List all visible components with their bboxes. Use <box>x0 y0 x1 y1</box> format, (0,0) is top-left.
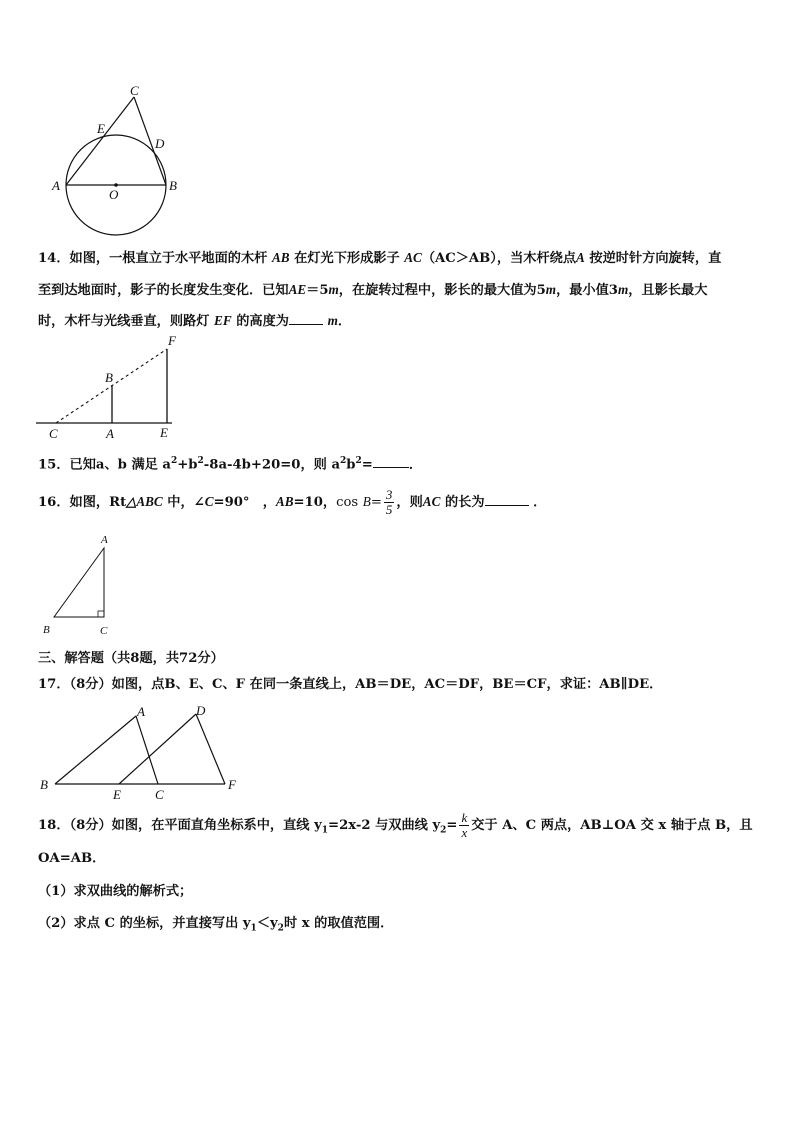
q14-text: 的高度为 <box>236 314 289 329</box>
answer-blank[interactable] <box>485 493 529 506</box>
question-number: 14． <box>38 251 70 266</box>
q15-text: +b <box>177 457 198 473</box>
label-B: B <box>105 370 113 385</box>
subscript: 1 <box>250 923 257 934</box>
label-A: A <box>106 426 114 441</box>
answer-blank[interactable] <box>289 312 323 325</box>
subscript: 2 <box>440 825 447 836</box>
q14-text: ，最小值3 <box>556 283 618 298</box>
q18-text: （2）求点 C 的坐标，并直接写出 y <box>38 916 251 931</box>
q14-unit: m <box>545 282 557 297</box>
q16-text: 的长为 <box>444 495 485 510</box>
q14-unit: m <box>328 282 339 297</box>
subscript: 1 <box>321 825 329 836</box>
label-F: F <box>228 777 236 792</box>
figure-q14 <box>36 334 186 444</box>
q15 <box>38 451 758 475</box>
question-number: 15． <box>38 457 70 473</box>
q14-ae: AE <box>288 282 307 297</box>
figure-q17 <box>38 700 248 804</box>
q14-line-3 <box>38 311 758 332</box>
label-E: E <box>97 121 105 136</box>
q15-text: b <box>346 457 356 473</box>
exponent: 2 <box>340 456 347 466</box>
q18-text: 交于 A、C 两点，AB⊥OA 交 x 轴于点 B，且 <box>471 818 753 833</box>
q14-unit: m <box>618 282 629 297</box>
label-B: B <box>169 178 177 193</box>
q14-ac: AC <box>404 250 422 265</box>
q18-text: = <box>446 818 458 833</box>
q16-cos: cos <box>336 495 359 510</box>
q16-c: C <box>204 494 214 509</box>
q16-b: B <box>362 494 371 509</box>
fraction-numerator: 3 <box>385 487 393 502</box>
section-heading: 三、解答题（共8题，共72分） <box>38 651 224 666</box>
label-C: C <box>155 787 164 802</box>
q14-text: 至到达地面时，影子的长度发生变化．已知 <box>38 283 289 298</box>
answer-blank[interactable] <box>373 455 409 468</box>
label-A: A <box>137 704 145 719</box>
q16 <box>38 484 758 521</box>
question-number: 16． <box>38 495 70 510</box>
q17: 17．（8分）如图，点B、E、C、F 在同一条直线上，AB＝DE，AC＝DF，BE＝CF，求证：AB∥DE． <box>38 677 663 692</box>
label-A: A <box>52 178 60 193</box>
label-E: E <box>160 425 168 440</box>
q14-text: 如图，一根直立于水平地面的木杆 <box>69 251 268 266</box>
q14-ef: EF <box>214 313 232 328</box>
q15-text: = <box>361 457 373 473</box>
q14-text: 时，木杆与光线垂直，则路灯 <box>38 314 210 329</box>
q14-text: ，且影长最大 <box>628 283 708 298</box>
figure-q13 <box>40 84 190 244</box>
q14-text: ＝5 <box>306 283 329 298</box>
q18-text: 18．（8分）如图，在平面直角坐标系中，直线 y <box>38 818 322 833</box>
q14-text: ． <box>337 314 352 329</box>
label-B: B <box>43 624 50 636</box>
label-B: B <box>40 777 48 792</box>
q14-line-1 <box>38 248 758 269</box>
q16-text: 中，∠ <box>162 495 205 510</box>
q14-line-2 <box>38 280 758 301</box>
q18-part-2 <box>38 914 758 939</box>
fraction-numerator: k <box>461 810 468 825</box>
figure-q16 <box>38 530 128 642</box>
q16-ac: AC <box>422 494 441 509</box>
q18-part-1: （1）求双曲线的解析式； <box>38 884 193 899</box>
label-C: C <box>100 625 108 637</box>
q14-text: ，在旋转过程中，影长的最大值为5 <box>338 283 546 298</box>
q15-text: 已知a、b 满足 a <box>69 457 171 473</box>
q14-text: 在灯光下形成影子 <box>294 251 400 266</box>
q14-a: A <box>576 250 585 265</box>
q16-text: ，则 <box>396 495 423 510</box>
q16-text: 如图，Rt <box>69 495 127 510</box>
fraction-denominator: x <box>461 825 468 840</box>
q18-text: 时 x 的取值范围． <box>283 916 394 931</box>
label-D: D <box>196 703 206 718</box>
label-D: D <box>155 136 165 151</box>
q14-text: 按逆时针方向旋转，直 <box>589 251 722 266</box>
q14-paren: （AC＞AB） <box>421 251 497 266</box>
q14-unit: m <box>327 313 338 328</box>
q16-text: =90° ， <box>213 495 276 510</box>
exponent: 2 <box>355 456 362 466</box>
q14-ab: AB <box>271 250 290 265</box>
label-E: E <box>113 787 121 802</box>
label-O: O <box>109 187 119 202</box>
q18-text: ＜y <box>256 916 278 931</box>
q14-text: ，当木杆绕点 <box>496 251 577 266</box>
subscript: 2 <box>277 923 284 934</box>
exponent: 2 <box>197 456 204 466</box>
fraction-3-5 <box>384 488 395 517</box>
q18-line-1 <box>38 808 758 849</box>
label-F: F <box>168 333 176 348</box>
q16-triangle: △ABC <box>126 494 163 509</box>
fraction-k-x <box>459 811 469 840</box>
label-C: C <box>130 83 139 98</box>
q16-text: =10， <box>293 495 337 510</box>
label-C: C <box>49 426 58 441</box>
q18-text: =2x-2 与双曲线 y <box>328 818 441 833</box>
q16-eq: = <box>370 495 382 510</box>
label-A: A <box>101 534 108 546</box>
q15-text: ． <box>408 457 423 473</box>
q16-text: ． <box>533 495 547 510</box>
fraction-denominator: 5 <box>385 502 393 517</box>
q18-line-2: OA=AB． <box>38 851 106 866</box>
q16-ab: AB <box>275 494 294 509</box>
q15-text: -8a-4b+20=0，则 a <box>203 457 340 473</box>
exponent: 2 <box>170 456 178 466</box>
